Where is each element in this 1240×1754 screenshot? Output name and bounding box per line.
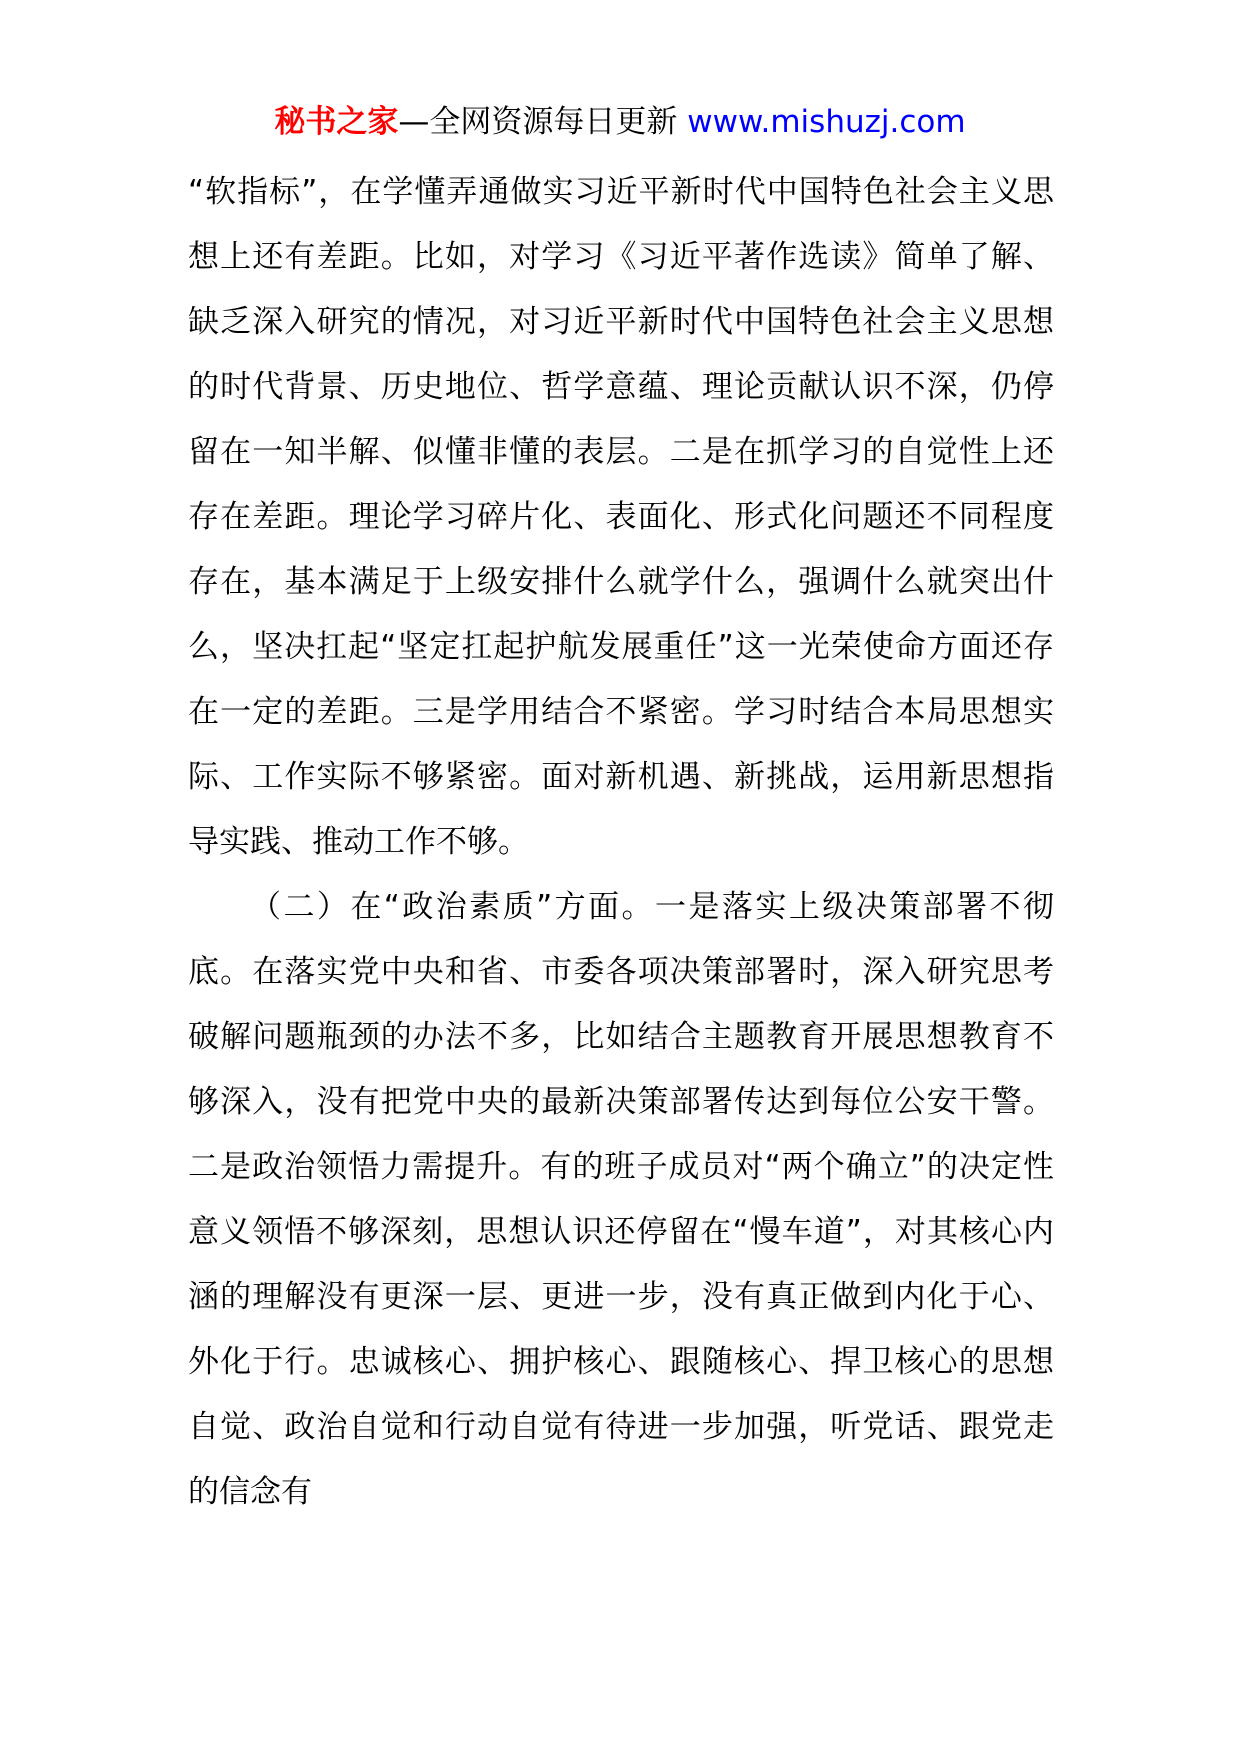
site-tagline: —全网资源每日更新 (398, 104, 688, 140)
paragraph-political-quality: （二）在“政治素质”方面。一是落实上级决策部署不彻底。在落实党中央和省、市委各项决策部署时，深入研究思考破解问题瓶颈的办法不多，比如结合主题教育开展思想教育不够深入，没有把党中央的最新决策部署传达到每位公安干警。二是政治领悟力需提升。有的班子成员对“两个确立”的决定性意义领悟不够深刻，思想认识还停留在“慢车道”，对其核心内涵的理解没有更深一层、更进一步，没有真正做到内化于心、外化于行。忠诚核心、拥护核心、跟随核心、捍卫核心的思想自觉、政治自觉和行动自觉有待进一步加强，听党话、跟党走的信念有 (188, 889, 1054, 1510)
site-brand: 秘书之家 (274, 104, 399, 140)
paragraph-continuation: “软指标”，在学懂弄通做实习近平新时代中国特色社会主义思想上还有差距。比如，对学习《习近平著作选读》简单了解、缺乏深入研究的情况，对习近平新时代中国特色社会主义思想的时代背景、历史地位、哲学意蕴、理论贡献认识不深，仍停留在一知半解、似懂非懂的表层。二是在抓学习的自觉性上还存在差距。理论学习碎片化、表面化、形式化问题还不同程度存在，基本满足于上级安排什么就学什么，强调什么就突出什么，坚决扛起“坚定扛起护航发展重任”这一光荣使命方面还存在一定的差距。三是学用结合不紧密。学习时结合本局思想实际、工作实际不够紧密。面对新机遇、新挑战，运用新思想指导实践、推动工作不够。 (188, 174, 1054, 860)
site-url[interactable]: www.mishuzj.com (687, 104, 966, 140)
document-body (188, 160, 1054, 1525)
site-header (0, 100, 1240, 144)
